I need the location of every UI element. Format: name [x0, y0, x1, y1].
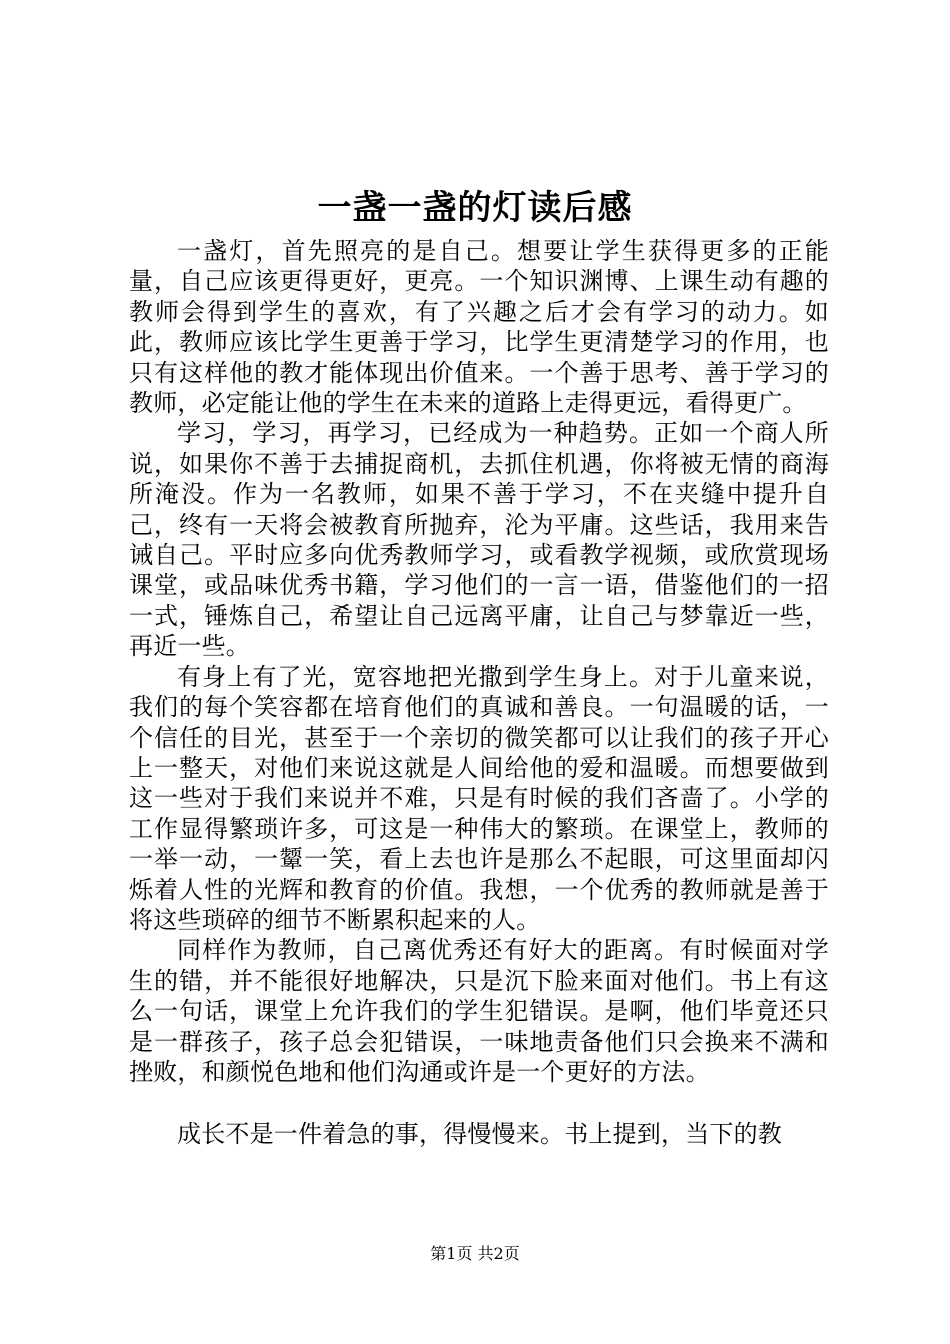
document-title: 一盏一盏的灯读后感 — [317, 188, 633, 228]
paragraph-1: 一盏灯，首先照亮的是自己。想要让学生获得更多的正能量，自己应该更得更好，更亮。一个知识渊博、上课生动有趣的教师会得到学生的喜欢，有了兴趣之后才会有学习的动力。如此，教师应该比学生更善于学习，比学生更清楚学习的作用，也只有这样他的教才能体现出价值来。一个善于思考、善于学习的教师，必定能让他的学生在未来的道路上走得更远，看得更广。 — [129, 237, 829, 418]
page-number-footer: 第1页 共2页 — [430, 1244, 520, 1263]
paragraph-4: 同样作为教师，自己离优秀还有好大的距离。有时候面对学生的错，并不能很好地解决，只是沉下脸来面对他们。书上有这么一句话，课堂上允许我们的学生犯错误。是啊，他们毕竟还只是一群孩子，孩子总会犯错误，一味地责备他们只会换来不满和挫败，和颜悦色地和他们沟通或许是一个更好的方法。 — [129, 936, 829, 1086]
paragraph-3: 有身上有了光，宽容地把光撒到学生身上。对于儿童来说，我们的每个笑容都在培育他们的真诚和善良。一句温暖的话，一个信任的目光，甚至于一个亲切的微笑都可以让我们的孩子开心上一整天，对他们来说这就是人间给他的爱和温暖。而想要做到这一些对于我们来说并不难，只是有时候的我们吝啬了。小学的工作显得繁琐许多，可这是一种伟大的繁琐。在课堂上，教师的一举一动，一颦一笑，看上去也许是那么不起眼，可这里面却闪烁着人性的光辉和教育的价值。我想，一个优秀的教师就是善于将这些琐碎的细节不断累积起来的人。 — [129, 662, 829, 934]
paragraph-5: 成长不是一件着急的事，得慢慢来。书上提到，当下的教 — [177, 1120, 782, 1149]
paragraph-2: 学习，学习，再学习，已经成为一种趋势。正如一个商人所说，如果你不善于去捕捉商机，去抓住机遇，你将被无情的商海所淹没。作为一名教师，如果不善于学习，不在夹缝中提升自己，终有一天将会被教育所抛弃，沦为平庸。这些话，我用来告诫自己。平时应多向优秀教师学习，或看教学视频，或欣赏现场课堂，或品味优秀书籍，学习他们的一言一语，借鉴他们的一招一式，锤炼自己，希望让自己远离平庸，让自己与梦靠近一些，再近一些。 — [129, 419, 829, 661]
document-body — [129, 236, 829, 1150]
